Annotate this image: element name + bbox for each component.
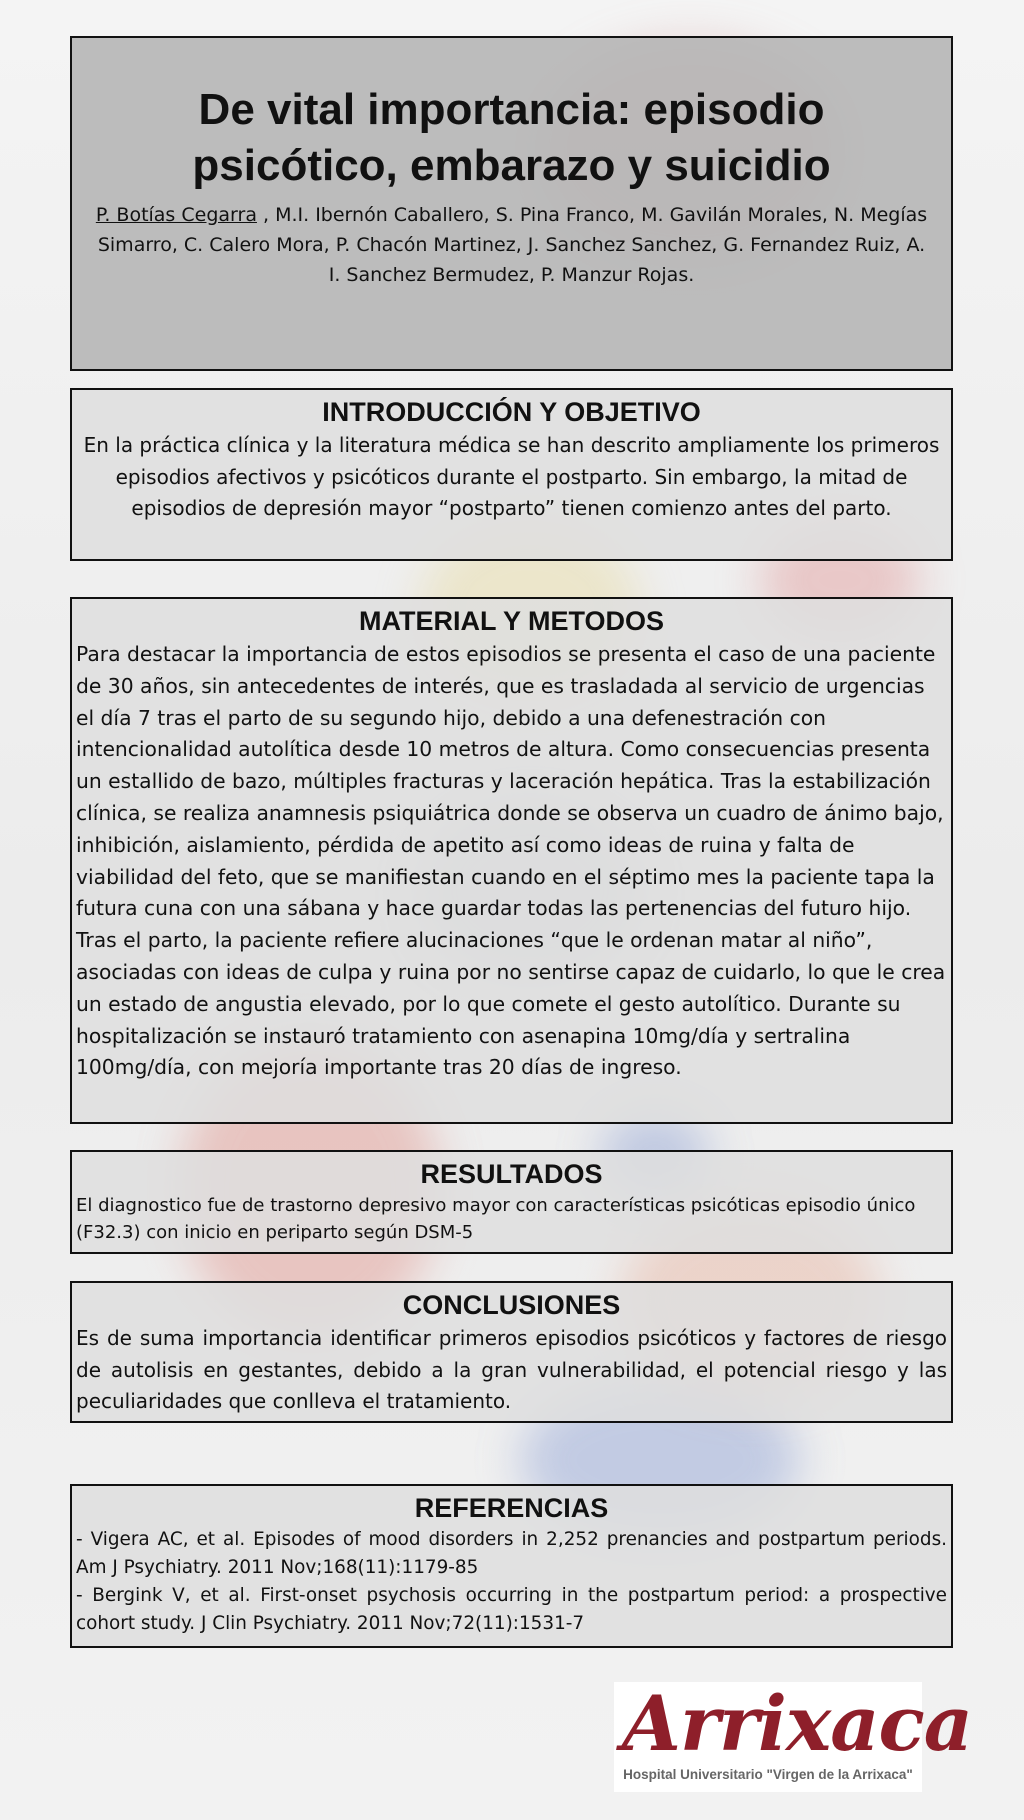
title-line-2: psicótico, embarazo y suicidio	[192, 141, 831, 190]
reference-list	[76, 1526, 947, 1638]
section-heading: CONCLUSIONES	[402, 1290, 621, 1320]
hospital-logo	[614, 1679, 972, 1792]
section-heading: REFERENCIAS	[414, 1493, 609, 1523]
title-panel	[70, 36, 953, 371]
section-heading: MATERIAL Y METODOS	[358, 606, 665, 636]
author-list	[90, 200, 933, 290]
logo-subtitle: Hospital Universitario "Virgen de la Arrixaca"	[623, 1767, 913, 1782]
section-resultados	[70, 1150, 953, 1254]
section-metodos	[70, 597, 953, 1124]
section-heading: INTRODUCCIÓN Y OBJETIVO	[322, 397, 701, 427]
title-line-1: De vital importancia: episodio	[198, 85, 825, 134]
section-introduccion	[70, 388, 953, 561]
poster-title	[72, 82, 951, 194]
logo-wordmark: Arrixaca	[622, 1679, 972, 1768]
section-heading: RESULTADOS	[420, 1159, 603, 1189]
reference-item: - Bergink V, et al. First-onset psychosis occurring in the postpartum period: a prospective cohort study. J Clin Psychiatry. 2011 Nov;72(11):1531-7	[76, 1585, 947, 1634]
co-authors: , M.I. Ibernón Caballero, S. Pina Franco, M. Gavilán Morales, N. Megías Simarro, C. Calero Mora, P. Chacón Martinez, J. Sanchez Sanchez, G. Fernandez Ruiz, A. I. Sanchez Bermudez, P. Manzur Rojas.	[97, 204, 928, 286]
section-text: En la práctica clínica y la literatura médica se han descrito ampliamente los primeros episodios afectivos y psicóticos durante el postparto. Sin embargo, la mitad de episodios de depresión mayor “postparto” tienen comienzo antes del parto.	[83, 433, 940, 520]
section-referencias	[70, 1484, 953, 1648]
section-text: Para destacar la importancia de estos episodios se presenta el caso de una paciente de 30 años, sin antecedentes de interés, que es trasladada al servicio de urgencias el día 7 tras el parto de su segundo hijo, debido a una defenestración con intencionalidad autolítica desde 10 metros de altura. Como consecuencias presenta un estallido de bazo, múltiples fracturas y laceración hepática. Tras la estabilización clínica, se realiza anamnesis psiquiátrica donde se observa un cuadro de ánimo bajo, inhibición, aislamiento, pérdida de apetito así como ideas de ruina y falta de viabilidad del feto, que se manifiestan cuando en el séptimo mes la paciente tapa la futura cuna con una sábana y hace guardar todas las pertenencias del futuro hijo. Tras el parto, la paciente refiere alucinaciones “que le ordenan matar al niño”, asociadas con ideas de culpa y ruina por no sentirse capaz de cuidarlo, lo que le crea un estado de angustia elevado, por lo que comete el gesto autolítico. Durante su hospitalización se instauró tratamiento con asenapina 10mg/día y sertralina 100mg/día, con mejoría importante tras 20 días de ingreso.	[76, 642, 946, 1080]
first-author: P. Botías Cegarra	[95, 204, 257, 226]
section-conclusiones	[70, 1281, 953, 1423]
section-text: El diagnostico fue de trastorno depresivo mayor con características psicóticas episodio único (F32.3) con inicio en periparto según DSM-5	[76, 1195, 916, 1243]
reference-item: - Vigera AC, et al. Episodes of mood disorders in 2,252 prenancies and postpartum periods. Am J Psychiatry. 2011 Nov;168(11):1179-85	[76, 1529, 947, 1578]
section-text: Es de suma importancia identificar primeros episodios psicóticos y factores de riesgo de autolisis en gestantes, debido a la gran vulnerabilidad, el potencial riesgo y las peculiaridades que conlleva el tratamiento.	[76, 1326, 947, 1413]
